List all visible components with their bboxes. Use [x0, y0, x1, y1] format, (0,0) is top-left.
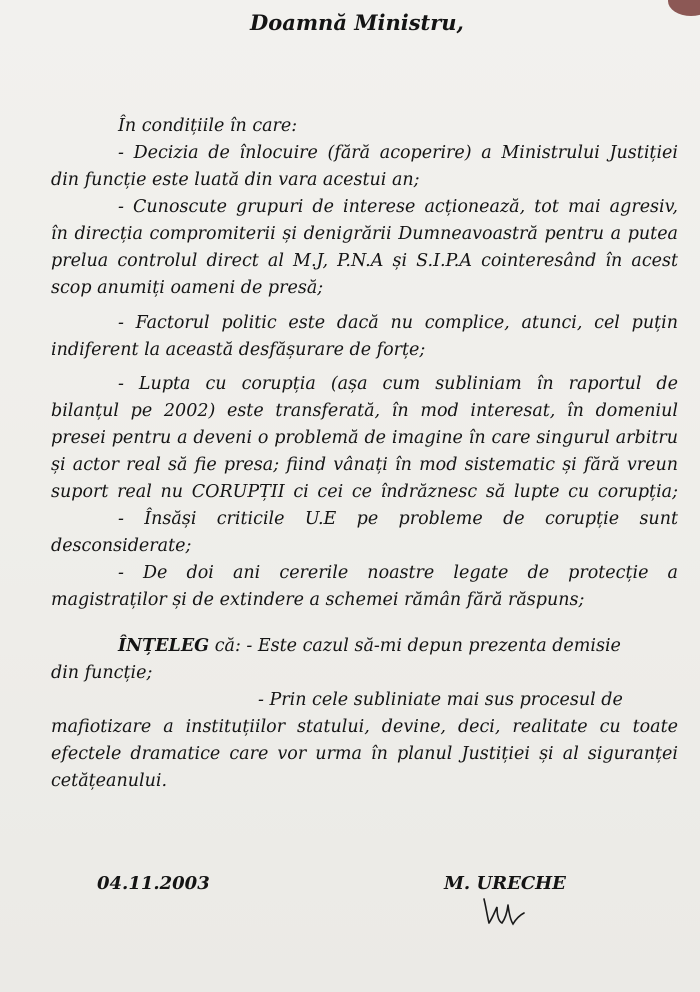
body-line: - Cunoscute grupuri de interese acționează, tot mai agresiv,	[118, 197, 678, 217]
body-line: scop anumiți oameni de presă;	[51, 278, 324, 298]
conclusion-heading: ÎNȚELEG	[118, 636, 210, 656]
conclusion-line: mafiotizare a instituțiilor statului, devine, deci, realitate cu toate	[51, 717, 678, 737]
page-corner-stain	[668, 0, 700, 16]
signature-name: M. URECHE	[444, 873, 566, 894]
conclusion-heading-tail: că: - Este cazul să-mi depun prezenta demisie	[209, 636, 621, 656]
salutation: Doamnă Ministru,	[250, 10, 464, 35]
letter-date: 04.11.2003	[97, 873, 210, 894]
conclusion-line: din funcție;	[51, 663, 153, 683]
conclusion-line: efectele dramatice care vor urma în planul Justiției și al siguranței	[51, 744, 678, 764]
body-line: indiferent la această desfășurare de forțe;	[51, 340, 426, 360]
body-line: - Factorul politic este dacă nu complice, atunci, cel puțin	[118, 313, 678, 333]
body-line: prelua controlul direct al M.J, P.N.A și S.I.P.A cointeresând în acest	[51, 251, 678, 271]
body-line: - Lupta cu corupția (așa cum subliniam în raportul de	[118, 374, 678, 394]
body-line: magistraților și de extindere a schemei rămân fără răspuns;	[51, 590, 585, 610]
conclusion-line: - Prin cele subliniate mai sus procesul de	[258, 690, 623, 710]
body-line: suport real nu CORUPȚII ci cei ce îndrăznesc să lupte cu corupția;	[51, 482, 678, 502]
body-line: din funcție este luată din vara acestui an;	[51, 170, 420, 190]
body-line: - Însăși criticile U.E pe probleme de corupție sunt	[118, 509, 678, 529]
body-line: - De doi ani cererile noastre legate de protecție a	[118, 563, 678, 583]
body-line: - Decizia de înlocuire (fără acoperire) a Ministrului Justiției	[118, 143, 678, 163]
conclusion-first-line	[118, 638, 621, 656]
intro-line: În condițiile în care:	[118, 116, 298, 136]
body-line: în direcția compromiterii și denigrării Dumneavoastră pentru a putea	[51, 224, 678, 244]
body-line: și actor real să fie presa; fiind vânați în mod sistematic și fără vreun	[51, 455, 678, 475]
body-line: bilanțul pe 2002) este transferată, în mod interesat, în domeniul	[51, 401, 678, 421]
handwritten-signature-icon	[480, 893, 530, 929]
conclusion-line: cetățeanului.	[51, 771, 168, 791]
body-line: desconsiderate;	[51, 536, 192, 556]
body-line: presei pentru a deveni o problemă de imagine în care singurul arbitru	[51, 428, 678, 448]
